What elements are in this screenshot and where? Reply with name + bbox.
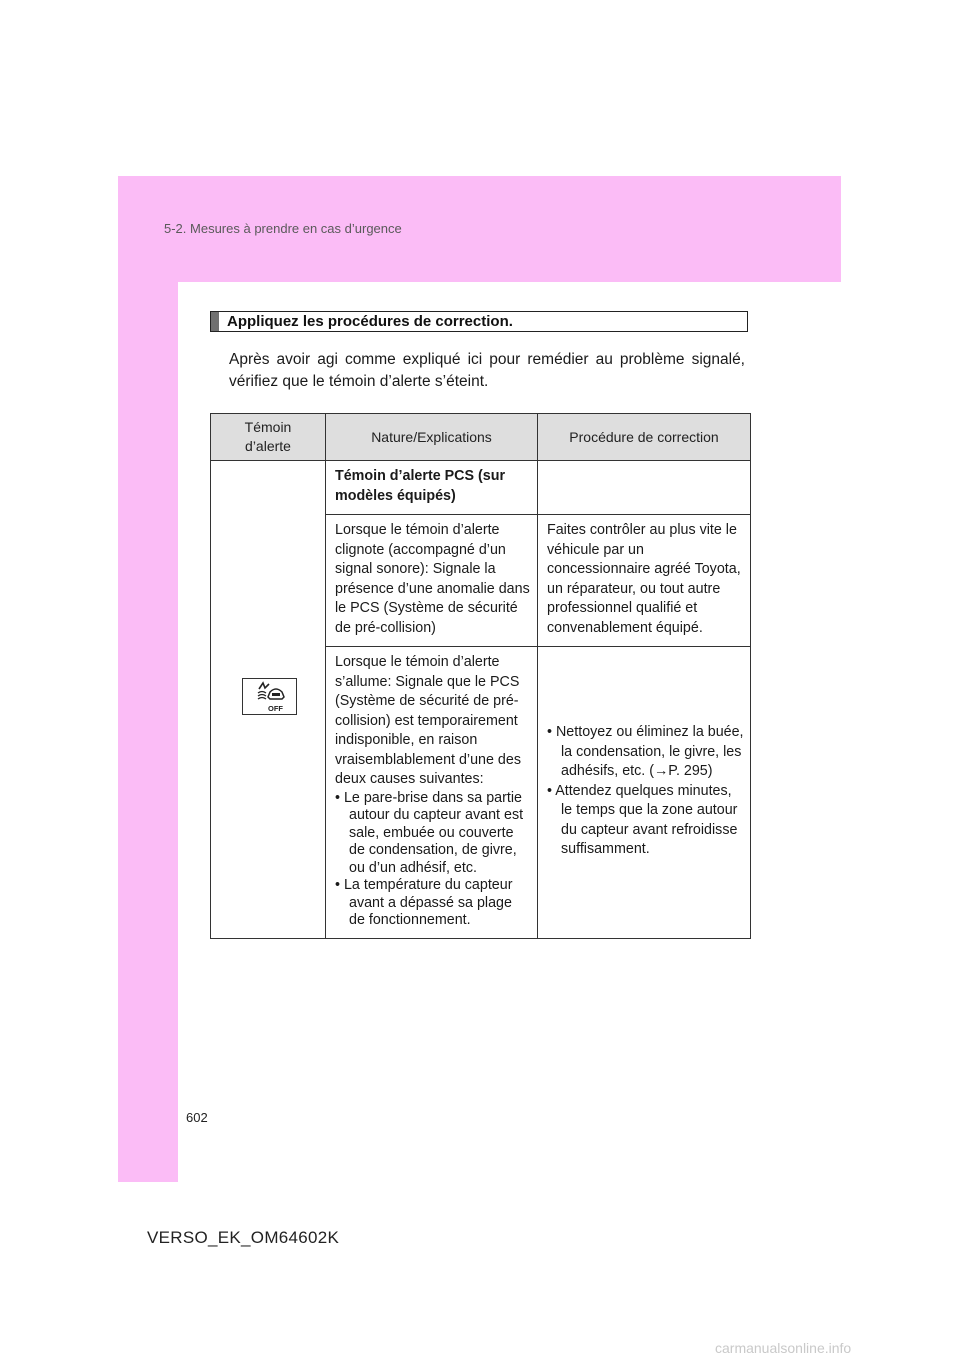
empty-cell xyxy=(538,461,751,515)
header-warning-light: Témoin d’alerte xyxy=(211,414,326,461)
intro-paragraph: Après avoir agi comme expliqué ici pour remédier au problème signalé, vérifiez que le témoin d’alerte s’éteint. xyxy=(229,351,745,390)
nature-cell xyxy=(326,647,538,939)
procedure-list xyxy=(547,723,744,860)
table-header-row xyxy=(211,414,751,461)
document-code: VERSO_EK_OM64602K xyxy=(147,1228,340,1247)
cause-list xyxy=(335,790,531,930)
nature-text: Lorsque le témoin d’alerte s’allume: Signale que le PCS (Système de sécurité de pré-collision) est temporairement indisponible, en raison vraisemblablement d’une des deux causes suivantes: xyxy=(335,654,521,787)
icon-off-label: OFF xyxy=(267,703,283,713)
breadcrumb: 5-2. Mesures à prendre en cas d’urgence xyxy=(164,221,402,236)
page-number: 602 xyxy=(186,1110,208,1125)
section-title: Appliquez les procédures de correction. xyxy=(227,313,513,330)
pcs-off-symbol xyxy=(249,681,291,713)
list-item: • Le pare-brise dans sa partie autour du capteur avant est sale, embuée ou couverte de condensation, de givre, ou d’un adhésif, etc. xyxy=(335,789,524,876)
watermark: carmanualsonline.info xyxy=(715,1340,852,1356)
icon-cell xyxy=(211,461,326,939)
warning-light-table xyxy=(210,413,751,939)
procedure-cell xyxy=(538,647,751,939)
pcs-off-warning-icon xyxy=(242,678,297,715)
nature-cell xyxy=(326,515,538,647)
list-item: • Attendez quelques minutes, le temps que la zone autour du capteur avant refroidisse suffisamment. xyxy=(547,782,738,857)
header-procedure: Procédure de correction xyxy=(538,414,751,461)
header-nature: Nature/Explications xyxy=(326,414,538,461)
procedure-text: Faites contrôler au plus vite le véhicule par un concessionnaire agréé Toyota, un réparateur, ou tout autre professionnel qualifié et convenablement équipé. xyxy=(547,522,741,636)
list-item: • Nettoyez ou éliminez la buée, la condensation, le givre, les adhésifs, etc. (→P. 295) xyxy=(547,724,744,779)
nature-text: Lorsque le témoin d’alerte clignote (accompagné d’un signal sonore): Signale la présence d’une anomalie dans le PCS (Système de sécurité de pré-collision) xyxy=(335,522,530,636)
section-heading xyxy=(210,311,748,332)
procedure-cell xyxy=(538,515,751,647)
pcs-title-cell xyxy=(326,461,538,515)
table-row xyxy=(211,461,751,515)
list-item: • La température du capteur avant a dépassé sa plage de fonctionnement. xyxy=(335,877,513,928)
chapter-side-band xyxy=(118,282,178,1182)
section-heading-bar xyxy=(211,312,219,331)
pcs-title: Témoin d’alerte PCS (sur modèles équipés) xyxy=(335,468,506,504)
